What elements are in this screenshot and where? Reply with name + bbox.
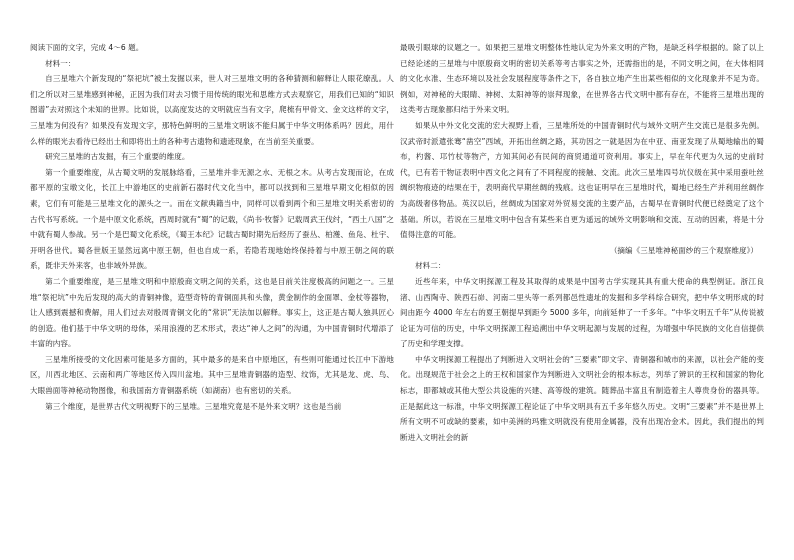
- right-column: [400, 40, 764, 552]
- left-column: [30, 40, 394, 552]
- material1-paragraph: 自三星堆六个新发现的“祭祀坑”被土发掘以来，世人对三星堆文明的各种猜测和解释让人眼花缭乱。人们之所以对三星堆感到神秘，正因为我们对去习惯于用传统的眼光和思维方式去观察它，用我们已知的“知识图谱”去对照这个未知的世界。比如说，以高度发达的文明就应当有文字，爬梳有甲骨文、金文这样的文字，三星堆为何没有？如果没有发现文字，那特色鲜明的三星堆文明该不能归属于中华文明体系吗？因此，用什么样的眼光去看待已经出土和即将出土的各种考古遗物和遗迹现象，在当前至关重要。: [30, 74, 394, 146]
- material1-paragraph: 第一个重要维度，从古蜀文明的发展脉络看，三星堆并非无源之水、无根之木。从考古发现而论，在成都平原的宝墩文化，长江上中游地区的史前新石器时代文化当中，都可以找到和三星堆早期文化相似的因素，它们有可能是三星堆文化的源头之一。而在文献典籍当中，同样可以看到两个和三星堆文明关系密切的古代书写系统。一个是中原文化系统，西周时就有“蜀”的记载，《尚书·牧誓》记载周武王伐纣，“西土八国”之中就有蜀人参战。另一个是巴蜀文化系统，《蜀王本纪》记载古蜀时期先后经历了蚕丛、柏濩、鱼凫、杜宇、开明各世代。蜀各世版王显然远离中原王朝，但也自成一系，若隐若现地始终保持着与中原王朝之间的联系，既非天外来客，也非域外异族。: [30, 167, 394, 271]
- material2-label: 材料二：: [415, 261, 446, 271]
- material2-paragraph: 中华文明探源工程提出了判断进入文明社会的“三要素”即文字、青铜器和城市的来源，以社会产能的变化。出现规范于社会之上的王权和国家作为判断进入文明社会的根本标志，列举了辨识的王权和国家的物化标志，即都城或其他大型公共设施的兴建、高等级的建筑。随葬品丰富且有制造着主人尊贵身份的器具等。正是据此这一标准，中华文明探源工程论证了中华文明具有五千多年悠久历史。文明“三要素”并不是世界上所有文明不可或缺的要素，如中美洲的玛雅文明就没有使用金属器，没有出现冶金术。因此，我们提出的判断进入文明社会的新: [400, 354, 764, 442]
- material2-paragraph: 近些年来，中华文明探源工程及其取得的成果是中国考古学实现其具有重大使命的典型例证。浙江良渚、山西陶寺、陕西石峁、河南二里头等一系列都邑性遗址的发掘和多学科综合研究，把中华文明形成的时间由距今 4000 年左右的夏王朝提早到距今 5000 多年，向前延伸了一千多年。“中华文明五千年”从传说被论证为可信的历史，中华文明探源工程追溯出中华文明起源与发展的过程，为增强中华民族的文化自信提供了历史和学理支撑。: [400, 276, 764, 349]
- material1-paragraph: 研究三星堆的古发掘，有三个重要的维度。: [45, 152, 190, 162]
- continued-paragraph: 最吸引眼球的议题之一。如果把三星堆文明整体性地认定为外来文明的产物，是缺乏科学根据的。除了以上已经论述的三星堆与中原殷商文明的密切关系等考古事实之外，还需指出的是，不同文明之间，在大体相同的文化水准、生态环境以及社会发展程度等条件之下，各自独立地产生出某些相似的文化现象并不足为奇。例如，对神秘的大眼睛、神树、太阳神等的崇拜现象，在世界各古代文明中都有存在，不能将三星堆出现的这类考古现象都归结于外来文明。: [400, 43, 764, 115]
- material1-paragraph: 三星堆所接受的文化因素可能是多方面的，其中最多的是来自中原地区，有些则可能通过长江中下游地区，川西北地区、云南和两广等地区传入四川盆地。其中三星堆青铜器的造型、纹饰，尤其是龙、虎、鸟、大眼兽面等神秘动物图像，和我国南方青铜器系统（如湖南）也有密切的关系。: [30, 354, 394, 396]
- instruction: 阅读下面的文字，完成 4～6 题。: [30, 43, 144, 52]
- material1-paragraph: 第三个维度，是世界古代文明视野下的三星堆。三星堆究竟是不是外来文明？这也是当前: [45, 401, 342, 411]
- material1-label: 材料一：: [45, 58, 76, 68]
- source-citation: （摘编《三星堆神秘面纱的三个观察维度》）: [609, 245, 758, 255]
- material1-paragraph: 第二个重要维度，是三星堆文明和中原殷商文明之间的关系，这也是目前关注度极高的问题之一。三星堆“祭祀坑”中先后发现的高大的青铜神像，造型奇特的青铜面具和头像，黄金制作的金面罩、金杖等器物，让人感到震撼和费解，用人们过去对殷周青铜文化的“常识”无法加以解释。事实上，这正是古蜀人独具匠心的创造。他们基于中华文明的母体，采用浪漫的艺术形式，表达“神人之间”的沟通，为中国青铜时代增添了丰富的内容。: [30, 276, 394, 349]
- right-paragraph: 如果从中外文化交流的宏大视野上看，三星堆所处的中国青铜时代与域外文明产生交流已是很多先例。汉武帝时派遣张骞“凿空”西域，开拓出丝绸之路，其功因之一就是因为在中亚、南亚发现了从蜀地输出的蜀布，杓酱、邛竹杖等物产，方知其间必有民间的商贸通道可资利用。事实上，早在年代更为久远的史前时代，已有若干物证表明中西文化之间有了不同程度的接触、交流。此次三星堆四号坑仪级在其中采用蚕吐丝绸织物痕迹的结果在于，表明商代早期丝绸的残痕。这也证明早在三星堆时代，蜀地已经生产并利用丝绸作为高级奢侈物品。英汉以后，丝绸成为国家对外贸易交流的主要产品，古蜀早在青铜时代便已经奠定了这个基础。所以，若说在三星堆文明中包含有某些来自更为遥远的域外文明影响和交流、互动的因素，将是十分值得注意的可能。: [400, 120, 764, 240]
